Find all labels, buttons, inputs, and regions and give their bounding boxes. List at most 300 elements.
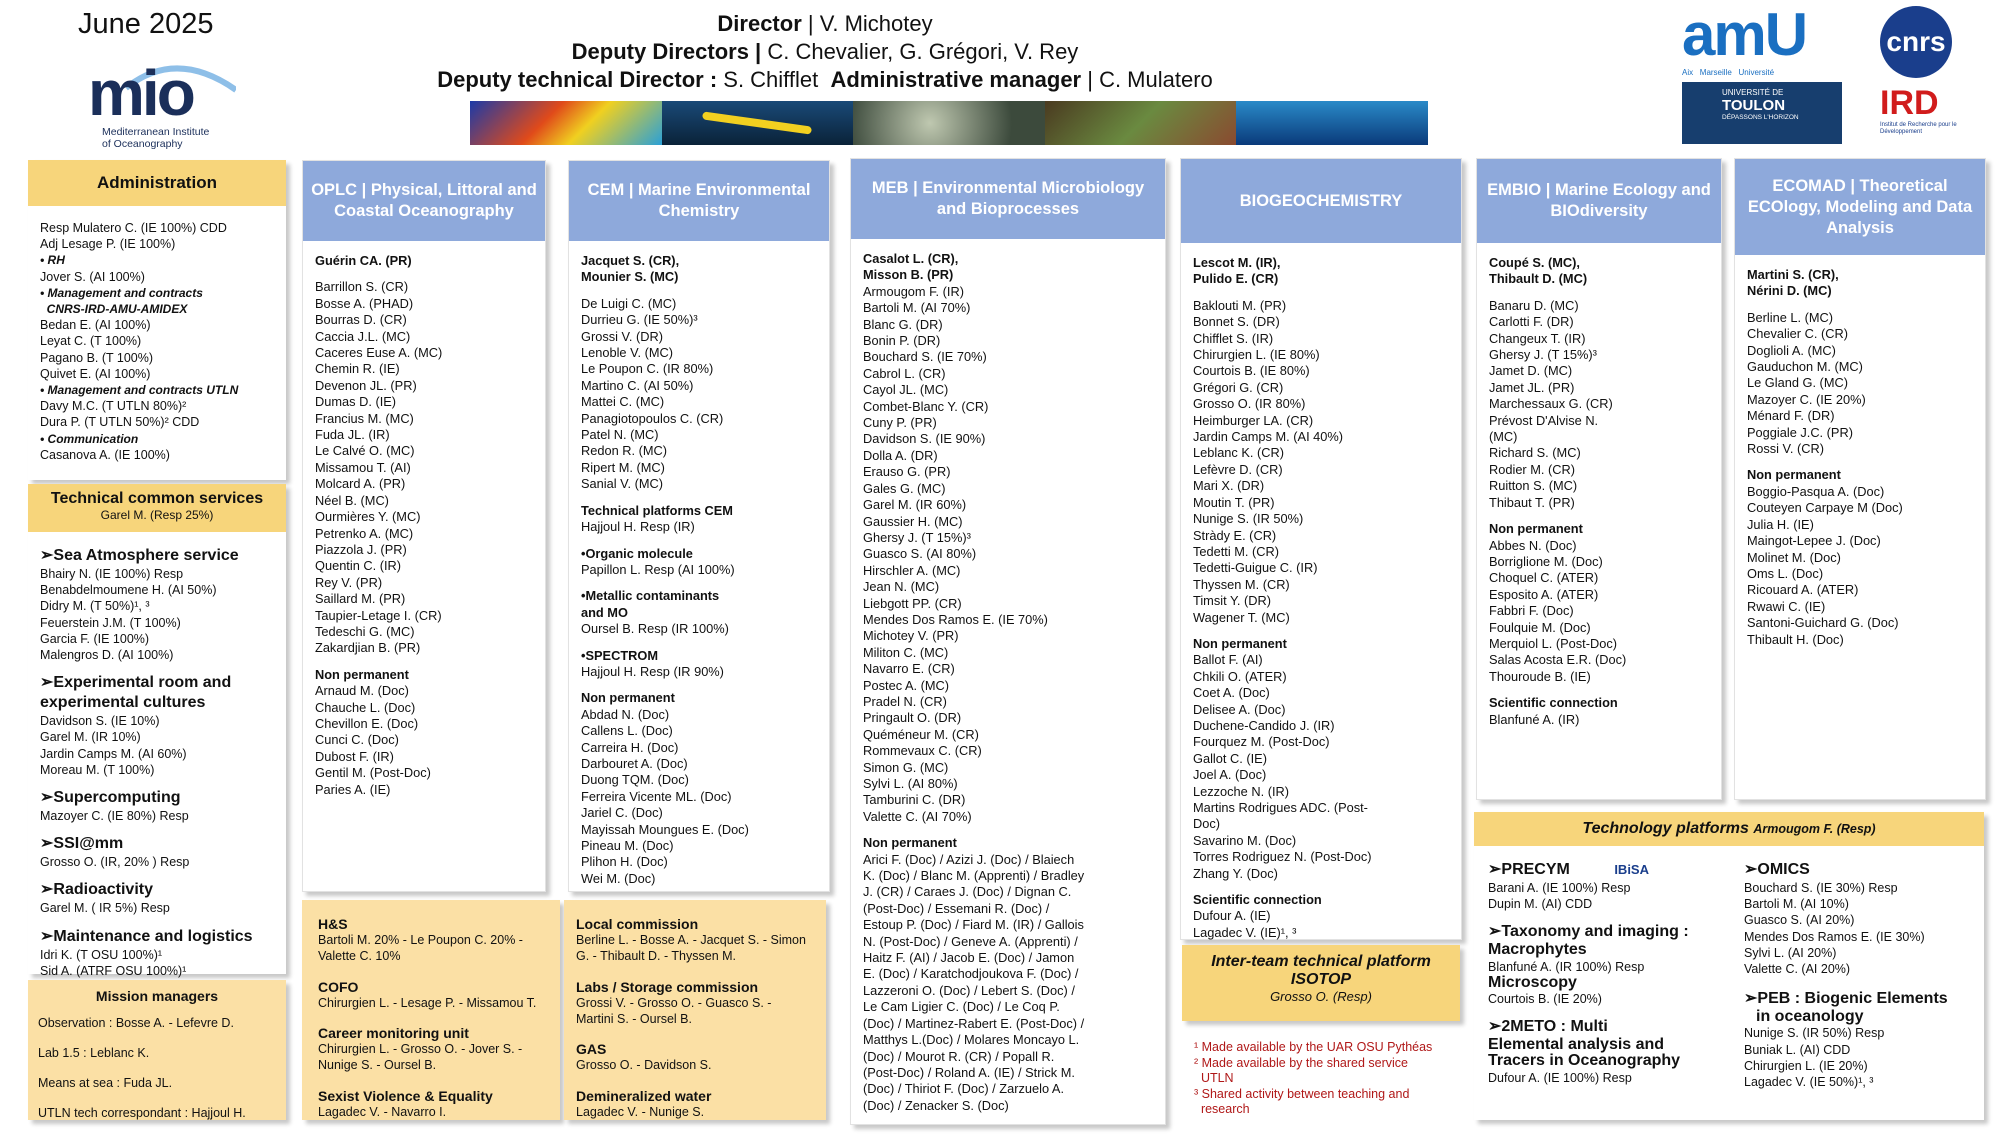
- member-line: Misson B. (PR): [863, 267, 954, 283]
- member-line: Zakardjian B. (PR): [315, 640, 421, 656]
- member-line: Militon C. (MC): [863, 644, 949, 660]
- admin-line: • Management and contracts UTLN: [40, 383, 239, 398]
- tcs-line: Sid A. (ATRF OSU 100%)¹: [40, 963, 187, 978]
- member-line: Cunci C. (Doc): [315, 732, 399, 748]
- tcs-line: Garel M. ( IR 5%) Resp: [40, 901, 170, 916]
- member-line: Davidson S. (IE 90%): [863, 431, 986, 447]
- member-line: Scientific connection: [1489, 695, 1618, 711]
- platform-line: Nunige S. (IR 50%) Resp: [1744, 1026, 1885, 1041]
- member-line: Combet-Blanc Y. (CR): [863, 398, 989, 414]
- member-line: Tedeschi G. (MC): [315, 623, 415, 639]
- member-line: Marchessaux G. (CR): [1489, 396, 1613, 412]
- member-line: Néel B. (MC): [315, 492, 389, 508]
- member-line: Doc): [1193, 816, 1221, 832]
- tcs-list: [28, 532, 286, 987]
- technical-common-services-box: [28, 484, 286, 978]
- isotop-resp: Grosso O. (Resp): [1270, 989, 1372, 1004]
- meb-team-column: [850, 158, 1166, 1125]
- member-line: (Post-Doc) / Essemani R. (Doc) /: [863, 900, 1050, 916]
- member-line: [315, 269, 533, 279]
- member-line: K. (Doc) / Blanc M. (Apprenti) / Bradley: [863, 868, 1085, 884]
- member-line: Sanial V. (MC): [581, 476, 664, 492]
- director-name: | V. Michotey: [801, 11, 933, 36]
- member-line: Ourmières Y. (MC): [315, 509, 421, 525]
- admin-manager-label: Administrative manager: [830, 67, 1082, 92]
- member-line: Foulquie M. (Doc): [1489, 619, 1591, 635]
- member-line: Navarro E. (CR): [863, 661, 955, 677]
- member-line: Baklouti M. (PR): [1193, 297, 1287, 313]
- member-line: Nérini D. (MC): [1747, 283, 1832, 299]
- member-line: Banaru D. (MC): [1489, 297, 1579, 313]
- director-label: Director: [717, 11, 802, 36]
- member-line: Julia H. (IE): [1747, 516, 1814, 532]
- member-line: Bonin P. (DR): [863, 333, 941, 349]
- member-line: Casalot L. (CR),: [863, 251, 959, 266]
- tcs-line: Didry M. (T 50%)¹, ³: [40, 599, 150, 614]
- tcs-line: Davidson S. (IE 10%): [40, 714, 160, 729]
- member-line: Nunige S. (IR 50%): [1193, 511, 1304, 527]
- member-line: Grossi V. (DR): [581, 328, 664, 344]
- mio-logo: mio Mediterranean Institute of Oceanography: [86, 48, 236, 148]
- member-line: Scientific connection: [1193, 892, 1322, 908]
- member-line: Thibault H. (Doc): [1747, 631, 1844, 647]
- member-line: Rommevaux C. (CR): [863, 743, 982, 759]
- member-line: Non permanent: [1489, 521, 1583, 537]
- member-line: Arici F. (Doc) / Azizi J. (Doc) / Blaiech: [863, 851, 1075, 867]
- member-line: Fuda JL. (IR): [315, 427, 390, 443]
- footnote: ² Made available by the shared service: [1194, 1055, 1409, 1070]
- member-line: Zhang Y. (Doc): [1193, 865, 1278, 881]
- member-line: Michotey V. (PR): [863, 628, 959, 644]
- embio-team-title: EMBIO | Marine Ecology and BIOdiversity: [1477, 159, 1721, 243]
- mission-line: Lab 1.5 : Leblanc K.: [38, 1046, 150, 1060]
- member-line: Piazzola J. (PR): [315, 541, 407, 557]
- member-line: Valette C. (AI 70%): [863, 808, 972, 824]
- member-line: Mendes Dos Ramos E. (IE 70%): [863, 611, 1048, 627]
- tech-title: Technology platforms: [1582, 820, 1749, 837]
- member-line: •Metallic contaminants: [581, 588, 720, 604]
- member-line: Gentil M. (Post-Doc): [315, 765, 431, 781]
- member-line: Rodier M. (CR): [1489, 461, 1576, 477]
- platform-line: Dupin M. (AI) CDD: [1488, 897, 1593, 912]
- admin-line: Jover S. (AI 100%): [40, 269, 145, 284]
- member-line: Santoni-Guichard G. (Doc): [1747, 615, 1899, 631]
- footnote: ³ Shared activity between teaching and: [1194, 1086, 1410, 1101]
- member-line: Duong TQM. (Doc): [581, 772, 689, 788]
- member-line: Changeux T. (IR): [1489, 330, 1586, 346]
- platform-line: Valette C. (AI 20%): [1744, 962, 1851, 977]
- tcs-group-title: ➢ Sea Atmosphere service: [40, 546, 274, 566]
- commission-line: Valette C. 10%: [318, 949, 401, 964]
- member-line: Doglioli A. (MC): [1747, 342, 1836, 358]
- member-line: Chirurgien L. (IE 80%): [1193, 347, 1320, 363]
- member-line: Jean N. (MC): [863, 579, 940, 595]
- member-line: Ménard F. (DR): [1747, 408, 1835, 424]
- member-line: Oursel B. Resp (IR 100%): [581, 621, 729, 637]
- member-line: Mazoyer C. (IE 20%): [1747, 391, 1866, 407]
- platform-peb-title: ➢ PEB : Biogenic Elements: [1744, 989, 1978, 1009]
- member-line: [1489, 288, 1709, 298]
- member-line: Hajjoul H. Resp (IR): [581, 519, 695, 535]
- member-line: [315, 657, 533, 667]
- member-line: Bourras D. (CR): [315, 312, 407, 328]
- member-line: Chevillon E. (Doc): [315, 715, 419, 731]
- footnote: ¹ Made available by the UAR OSU Pythéas: [1194, 1040, 1433, 1054]
- commission-title: Sexist Violence & Equality: [318, 1087, 493, 1104]
- member-line: Molinet M. (Doc): [1747, 549, 1841, 565]
- tcs-line: Jardin Camps M. (AI 60%): [40, 746, 187, 761]
- member-line: (Doc) / Zenacker S. (Doc): [863, 1097, 1009, 1113]
- tcs-header: [28, 484, 286, 532]
- commission-line: Berline L. - Bosse A. - Jacquet S. - Simon: [576, 933, 806, 948]
- footnote: UTLN: [1194, 1071, 1234, 1085]
- member-line: Molcard A. (PR): [315, 476, 406, 492]
- member-line: Abbes N. (Doc): [1489, 537, 1577, 553]
- member-line: Joel A. (Doc): [1193, 767, 1267, 783]
- member-line: Guasco S. (AI 80%): [863, 546, 977, 562]
- member-line: Le Calvé O. (MC): [315, 443, 415, 459]
- tcs-line: Feuerstein J.M. (T 100%): [40, 615, 181, 630]
- member-line: Heimburger LA. (CR): [1193, 412, 1314, 428]
- member-line: Non permanent: [581, 690, 675, 706]
- platform-line: Lagadec V. (IE 50%)¹, ³: [1744, 1075, 1874, 1090]
- member-line: Pradel N. (CR): [863, 693, 947, 709]
- member-line: Thibault D. (MC): [1489, 271, 1588, 287]
- member-line: Jacquet S. (CR),: [581, 253, 680, 268]
- member-line: Grosso O. (IR 80%): [1193, 396, 1306, 412]
- member-line: Wei M. (Doc): [581, 870, 656, 886]
- member-line: [581, 638, 817, 648]
- member-line: Callens L. (Doc): [581, 723, 673, 739]
- deputy-label: Deputy Directors |: [571, 39, 762, 64]
- member-line: Technical platforms CEM: [581, 502, 733, 518]
- commission-line: Grosso O. - Davidson S.: [576, 1058, 712, 1073]
- member-line: Choquel C. (ATER): [1489, 570, 1599, 586]
- isotop-name: ISOTOP: [1290, 971, 1352, 988]
- member-line: Jamet D. (MC): [1489, 363, 1573, 379]
- banner-diver-image: [1236, 101, 1428, 145]
- member-line: Simon G. (MC): [863, 759, 949, 775]
- commission-line: Chirurgien L. - Grosso O. - Jover S. -: [318, 1042, 523, 1057]
- member-line: Garel M. (IR 60%): [863, 497, 967, 513]
- member-line: Rossi V. (CR): [1747, 441, 1825, 457]
- tcs-group-title: ➢ Supercomputing: [40, 788, 274, 808]
- member-line: [581, 493, 817, 503]
- member-line: Oms L. (Doc): [1747, 565, 1824, 581]
- member-line: Esposito A. (ATER): [1489, 586, 1599, 602]
- platform-omics-title: ➢ OMICS: [1744, 860, 1978, 880]
- member-line: (Doc) / Thiriot F. (Doc) / Zarzuelo A.: [863, 1081, 1065, 1097]
- tcs-group-title: ➢ Radioactivity: [40, 880, 274, 900]
- member-line: Pulido E. (CR): [1193, 271, 1279, 287]
- member-line: Plihon H. (Doc): [581, 854, 668, 870]
- member-line: [1747, 300, 1973, 310]
- member-line: Courtois B. (IE 80%): [1193, 363, 1310, 379]
- member-line: Non permanent: [1747, 467, 1841, 483]
- member-line: Gallot C. (IE): [1193, 750, 1267, 766]
- member-line: Rwawi C. (IE): [1747, 598, 1826, 614]
- member-line: Guérin CA. (PR): [315, 253, 412, 268]
- member-line: Matthys L.(Doc) / Molares Moncayo L.: [863, 1032, 1080, 1048]
- tcs-group-title: ➢ Maintenance and logistics: [40, 927, 274, 947]
- mission-line: Observation : Bosse A. - Lefevre D.: [38, 1016, 234, 1030]
- member-line: Lagadec V. (IE)¹, ³: [1193, 924, 1297, 940]
- member-line: Chauche L. (Doc): [315, 699, 416, 715]
- platform-2meto-title: ➢ 2METO : Multi: [1488, 1017, 1738, 1037]
- member-line: Rey V. (PR): [315, 574, 383, 590]
- member-line: Delisee A. (Doc): [1193, 701, 1286, 717]
- member-line: [581, 578, 817, 588]
- admin-line: • Management and contracts: [40, 285, 203, 300]
- commission-title: Local commission: [576, 916, 699, 932]
- admin-line: • RH: [40, 253, 65, 268]
- tcs-group-title: ➢ Experimental room and experimental cultures: [40, 673, 274, 713]
- mission-line: UTLN tech correspondant : Hajjoul H.: [38, 1106, 246, 1120]
- member-line: Ferreira Vicente ML. (Doc): [581, 788, 732, 804]
- member-line: De Luigi C. (MC): [581, 295, 677, 311]
- tech-director-name: S. Chifflet: [717, 67, 819, 92]
- platform-line: Bartoli M. (AI 10%): [1744, 897, 1849, 912]
- member-line: (Doc) / Martinez-Rabert E. (Post-Doc) /: [863, 1015, 1085, 1031]
- member-line: Barrillon S. (CR): [315, 279, 409, 295]
- member-line: Cayol JL. (MC): [863, 382, 949, 398]
- platform-line: Bouchard S. (IE 30%) Resp: [1744, 881, 1898, 895]
- commission-line: G. - Thibault D. - Thyssen M.: [576, 949, 737, 964]
- member-line: Le Poupon C. (IR 80%): [581, 361, 714, 377]
- member-line: Gaussier H. (MC): [863, 513, 963, 529]
- member-line: Lefèvre D. (CR): [1193, 461, 1283, 477]
- member-line: Le Cam Ligier C. (Doc) / Le Coq P.: [863, 999, 1060, 1015]
- member-line: Mounier S. (MC): [581, 269, 679, 285]
- technology-platforms-box: [1474, 812, 1984, 1120]
- member-line: Grégori G. (CR): [1193, 379, 1284, 395]
- mission-title: Mission managers: [95, 988, 219, 1004]
- member-line: Boggio-Pasqua A. (Doc): [1747, 483, 1885, 499]
- commission-title: COFO: [318, 978, 359, 995]
- member-line: Coupé S. (MC),: [1489, 255, 1580, 270]
- member-line: Carreira H. (Doc): [581, 739, 679, 755]
- admin-line: Leyat C. (T 100%): [40, 334, 142, 349]
- member-line: Mattei C. (MC): [581, 394, 665, 410]
- member-line: Maingot-Lepee J. (Doc): [1747, 533, 1881, 549]
- member-line: E. (Doc) / Karatchodjoukova F. (Doc) /: [863, 966, 1079, 982]
- admin-line: Casanova A. (IE 100%): [40, 447, 170, 462]
- member-line: Lezzoche N. (IR): [1193, 783, 1290, 799]
- member-line: [1747, 457, 1973, 467]
- member-line: Abdad N. (Doc): [581, 706, 670, 722]
- member-line: Thouroude B. (IE): [1489, 668, 1591, 684]
- member-line: Mayissah Moungues E. (Doc): [581, 821, 749, 837]
- platform-subtitle: Tracers in Oceanography: [1488, 1052, 1681, 1070]
- toulon-logo: UNIVERSITÉ DE TOULON DÉPASSONS L'HORIZON: [1682, 82, 1842, 144]
- header: [437, 10, 1213, 94]
- commission-line: Chirurgien L. - Lesage P. - Missamou T.: [318, 995, 537, 1010]
- member-line: Tedetti-Guigue C. (IR): [1193, 560, 1318, 576]
- member-line: Saillard M. (PR): [315, 591, 406, 607]
- commissions-box-right: [564, 900, 826, 1120]
- member-line: [581, 286, 817, 296]
- member-line: Quentin C. (IR): [315, 558, 402, 574]
- member-line: Martino C. (AI 50%): [581, 377, 694, 393]
- member-line: Redon R. (MC): [581, 443, 668, 459]
- photo-banner: [470, 101, 1428, 145]
- platform-line: Chirurgien L. (IE 20%): [1744, 1058, 1868, 1073]
- member-line: Paries A. (IE): [315, 781, 391, 797]
- member-line: Moutin T. (PR): [1193, 494, 1275, 510]
- admin-line: Resp Mulatero C. (IE 100%) CDD: [40, 221, 227, 235]
- footnotes: [1194, 1040, 1464, 1118]
- member-line: Estoup P. (Doc) / Fiard M. (IR) / Gallois: [863, 917, 1084, 933]
- member-line: and MO: [581, 604, 628, 620]
- member-line: [863, 825, 1153, 835]
- commission-line: Martini S. - Oursel B.: [576, 1012, 692, 1027]
- member-line: Dubost F. (IR): [315, 748, 394, 764]
- member-line: Cabrol L. (CR): [863, 365, 946, 381]
- member-line: Durrieu G. (IE 50%)³: [581, 312, 698, 328]
- member-line: [1193, 882, 1449, 892]
- member-line: Dufour A. (IE): [1193, 908, 1271, 924]
- member-line: Missamou T. (AI): [315, 459, 411, 475]
- member-line: Hajjoul H. Resp (IR 90%): [581, 663, 724, 679]
- commission-title: GAS: [576, 1041, 607, 1058]
- member-line: Lenoble V. (MC): [581, 345, 673, 361]
- mission-managers-box: [28, 980, 286, 1120]
- member-line: Hirschler A. (MC): [863, 562, 961, 578]
- banner-map-image: [470, 101, 662, 145]
- commission-title: Career monitoring unit: [318, 1025, 469, 1042]
- tcs-line: Idri K. (T OSU 100%)¹: [40, 947, 163, 962]
- platform-subtitle: in oceanology: [1756, 1008, 1864, 1026]
- member-line: [581, 536, 817, 546]
- member-line: Gales G. (MC): [863, 480, 946, 496]
- platform-line: Courtois B. (IE 20%): [1488, 992, 1602, 1007]
- cnrs-logo: cnrs: [1880, 6, 1952, 78]
- member-line: N. (Post-Doc) / Geneve A. (Apprenti) /: [863, 933, 1078, 949]
- member-line: Fourquez M. (Post-Doc): [1193, 734, 1330, 750]
- member-line: Pineau M. (Doc): [581, 838, 674, 853]
- member-line: J. (CR) / Caraes J. (Doc) / Dignan C.: [863, 884, 1072, 900]
- commission-title: Demineralized water: [576, 1087, 712, 1104]
- administration-title: Administration: [28, 160, 286, 206]
- member-line: [1193, 626, 1449, 636]
- member-line: Duchene-Candido J. (IR): [1193, 717, 1335, 733]
- oplc-team-column: [302, 160, 546, 892]
- member-line: Pringault O. (DR): [863, 710, 962, 726]
- member-line: [1193, 288, 1449, 298]
- date: June 2025: [78, 8, 214, 40]
- tcs-group-title: ➢ SSI@mm: [40, 834, 274, 854]
- tcs-sub: Garel M. (Resp 25%): [100, 508, 214, 522]
- member-line: Blanfuné A. (IR): [1489, 711, 1580, 727]
- oplc-team-title: OPLC | Physical, Littoral and Coastal Oceanography: [303, 161, 545, 241]
- meb-team-title: MEB | Environmental Microbiology and Bioprocesses: [851, 159, 1165, 239]
- bio-team-title: BIOGEOCHEMISTRY: [1181, 159, 1461, 243]
- member-line: •Organic molecule: [581, 545, 693, 561]
- commission-line: Grossi V. - Grosso O. - Guasco S. -: [576, 995, 772, 1010]
- platform-line: Blanfuné A. (IR 100%) Resp: [1488, 959, 1645, 974]
- member-line: Tedetti M. (CR): [1193, 543, 1280, 559]
- member-line: Couteyen Carpaye M (Doc): [1747, 500, 1903, 516]
- ecomad-team-title: ECOMAD | Theoretical ECOlogy, Modeling and Data Analysis: [1735, 159, 1985, 255]
- member-line: Carlotti F. (DR): [1489, 314, 1574, 330]
- member-line: Ghersy J. (T 15%)³: [1489, 347, 1597, 363]
- member-line: Chemin R. (IE): [315, 361, 400, 377]
- member-line: Salas Acosta E.R. (Doc): [1489, 652, 1627, 668]
- member-line: Chkili O. (ATER): [1193, 668, 1287, 684]
- deputy-names: C. Chevalier, G. Grégori, V. Rey: [761, 39, 1079, 64]
- member-line: Lescot M. (IR),: [1193, 255, 1281, 270]
- member-line: Merquiol L. (Post-Doc): [1489, 635, 1618, 651]
- member-line: Savarino M. (Doc): [1193, 832, 1297, 848]
- isotop-box: [1182, 945, 1460, 1021]
- member-line: Tamburini C. (DR): [863, 792, 966, 808]
- admin-manager-name: | C. Mulatero: [1081, 67, 1213, 92]
- member-line: Devenon JL. (PR): [315, 377, 417, 393]
- ibisa-badge: IBiSA: [1614, 862, 1649, 877]
- amu-logo: amU Aix Marseille Université: [1682, 1, 1807, 77]
- tcs-line: Benabdelmoumene H. (AI 50%): [40, 583, 217, 598]
- member-line: Thyssen M. (CR): [1193, 576, 1290, 592]
- member-line: Wagener T. (MC): [1193, 609, 1290, 625]
- member-line: Caccia J.L. (MC): [315, 328, 411, 344]
- platform-line: Sylvi L. (AI 20%): [1744, 945, 1837, 960]
- member-line: Ghersy J. (T 15%)³: [863, 529, 971, 545]
- member-line: •SPECTROM: [581, 647, 658, 663]
- member-line: Panagiotopoulos C. (CR): [581, 410, 724, 426]
- member-line: Caceres Euse A. (MC): [315, 345, 443, 361]
- member-line: Borriglione M. (Doc): [1489, 553, 1603, 569]
- member-line: Chevalier C. (CR): [1747, 326, 1848, 342]
- banner-microscopy-image: [853, 101, 1045, 145]
- banner-glider-image: [662, 101, 854, 145]
- member-line: Petrenko A. (MC): [315, 525, 414, 541]
- member-line: Postec A. (MC): [863, 677, 950, 693]
- tcs-line: Garel M. (IR 10%): [40, 730, 141, 745]
- member-line: [581, 680, 817, 690]
- administration-list: [28, 206, 286, 471]
- commission-line: Nunige S. - Oursel B.: [318, 1058, 437, 1073]
- member-line: Francius M. (MC): [315, 410, 414, 426]
- platform-line: Barani A. (IE 100%) Resp: [1488, 881, 1631, 895]
- member-line: Torres Rodriguez N. (Post-Doc): [1193, 849, 1372, 865]
- member-line: (Doc) / Mourot R. (CR) / Popall R.: [863, 1048, 1055, 1064]
- platform-line: Buniak L. (AI) CDD: [1744, 1042, 1851, 1057]
- member-line: Papillon L. Resp (AI 100%): [581, 561, 735, 577]
- member-line: Poggiale J.C. (PR): [1747, 424, 1853, 440]
- member-line: Bartoli M. (AI 70%): [863, 300, 971, 316]
- platform-line: Guasco S. (AI 20%): [1744, 913, 1855, 928]
- ird-logo: IRD Institut de Recherche pour le Développement: [1880, 84, 1957, 135]
- member-line: Non permanent: [863, 835, 957, 851]
- member-line: Dumas D. (IE): [315, 394, 397, 410]
- member-line: Chifflet S. (IR): [1193, 330, 1274, 346]
- cem-team-title: CEM | Marine Environmental Chemistry: [569, 161, 829, 241]
- member-line: Jardin Camps M. (AI 40%): [1193, 429, 1344, 445]
- commission-title: H&S: [318, 916, 348, 932]
- tech-director-label: Deputy technical Director :: [437, 67, 718, 92]
- tcs-title: Technical common services: [50, 490, 264, 507]
- member-line: Cuny P. (PR): [863, 415, 937, 431]
- member-line: Jariel C. (Doc): [581, 805, 663, 821]
- tcs-line: Grosso O. (IR, 20% ) Resp: [40, 855, 190, 870]
- member-line: Erauso G. (PR): [863, 464, 951, 480]
- member-line: Blanc G. (DR): [863, 316, 943, 332]
- member-line: Ricouard A. (ATER): [1747, 582, 1859, 598]
- member-line: Leblanc K. (CR): [1193, 445, 1285, 461]
- member-line: Le Gland G. (MC): [1747, 375, 1848, 391]
- platform-subtitle: Microscopy: [1488, 973, 1577, 991]
- member-line: Gauduchon M. (MC): [1747, 359, 1863, 375]
